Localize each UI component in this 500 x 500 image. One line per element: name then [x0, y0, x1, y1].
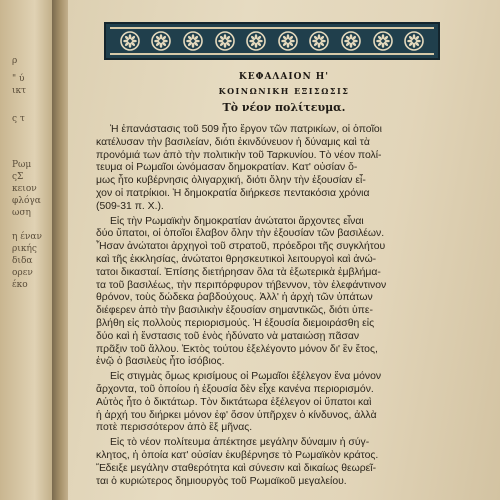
- rosette-ornament: [308, 30, 330, 52]
- left-page-fragment: κειον: [12, 184, 37, 194]
- text-line: (509-31 π. Χ.).: [96, 200, 164, 212]
- text-line: προνόμιά των ἀπὸ τὴν πολιτικὴν τοῦ Ταρκυνίου. Τὸ νέον πολί-: [96, 149, 382, 161]
- text-line: χον οἱ πατρίκιοι. Ἡ δημοκρατία διήρκεσε πεντακόσια χρόνια: [96, 187, 370, 199]
- left-page-fragment: ςΣ: [12, 172, 24, 182]
- left-page-fragment: Ρωμ: [12, 160, 32, 170]
- text-line: τα τοῦ βασιλέως, τὴν περιπόρφυρον τήβεννον, τὸν ἐλεφάντινον: [96, 279, 387, 291]
- book-page: [68, 0, 500, 500]
- left-page-fragment: ορεν: [12, 268, 33, 278]
- text-line: πρᾶξιν τοῦ ἄλλου. Ἐκτὸς τούτου ἐξελέγοντο μόνον δι' ἓν ἔτος,: [96, 343, 378, 355]
- left-page-fragment: η έναν: [12, 232, 42, 242]
- rosette-ornament: [150, 30, 172, 52]
- text-line: ἄρχοντα, τοῦ ὁποίου ἡ ἐξουσία δὲν εἶχε κανένα περιορισμόν.: [96, 383, 374, 395]
- rosette-ornament: [182, 30, 204, 52]
- left-page-fragment: ρ: [12, 56, 18, 66]
- border-line-top: [110, 27, 434, 29]
- text-line: τευμα οἱ Ρωμαῖοι ὠνόμασαν δημοκρατίαν. Κατ' οὐσίαν ὅ-: [96, 162, 358, 174]
- left-page-fragment: ρικής: [12, 244, 37, 254]
- text-line: κατέλυσαν τὴν βασιλείαν, διότι ἐκινδύνευον ἡ δύναμις καὶ τὰ: [96, 136, 370, 148]
- section-title: Τὸ νέον πολίτευμα.: [222, 101, 346, 114]
- rosette-ornament: [119, 30, 141, 52]
- text-line: διέφερεν ἀπὸ τὴν βασιλικὴν ἐξουσίαν σημαντικῶς, διότι ὑπε-: [96, 305, 373, 317]
- text-line: Αὐτὸς ἦτο ὁ δικτάτωρ. Τὸν δικτάτωρα ἐξέλεγον οἱ ὕπατοι καὶ: [96, 396, 372, 408]
- text-line: Εἰς στιγμὰς ὅμως κρισίμους οἱ Ρωμαῖοι ἐξέλεγον ἕνα μόνον: [110, 371, 382, 383]
- chapter-number: ΚΕΦΑΛΑΙΟΝ Η': [238, 72, 330, 82]
- left-page-fragment: ικτ: [12, 86, 27, 96]
- body-text: [96, 124, 456, 488]
- text-line: καὶ τῆς ἐκκλησίας, ἀνώτατοι θρησκευτικοὶ λειτουργοὶ καὶ ἀνώ-: [96, 253, 377, 265]
- rosette-ornament: [403, 30, 425, 52]
- text-line: δύο ὕπατοι, οἱ ὁποῖοι ἔλαβον ὅλην τὴν ἐξουσίαν τῶν βασιλέων.: [96, 228, 385, 240]
- text-line: ποτὲ περισσότερον ἀπὸ ἓξ μῆνας.: [96, 422, 253, 434]
- left-page-fragment: φλόγα: [12, 196, 41, 206]
- text-line: Ἡ ἐπανάστασις τοῦ 509 ἦτο ἔργον τῶν πατρικίων, οἱ ὁποῖοι: [110, 124, 382, 135]
- text-line: βλήθη εἰς πολλοὺς περιορισμούς. Ἡ ἐξουσία διεμοιράσθη εἰς: [96, 317, 375, 329]
- left-page-fragment: έκο: [12, 280, 28, 290]
- rosette-ornament: [245, 30, 267, 52]
- text-line: θρόνον, τοὺς δώδεκα ῥαβδούχους. Ἀλλ' ἡ ἀρχὴ τῶν ὑπάτων: [96, 292, 373, 304]
- chapter-title: ΚΟΙΝΩΝΙΚΗ ΕΞΙΣΩΣΙΣ: [218, 86, 350, 96]
- text-line: Ἦσαν ἀνώτατοι ἀρχηγοὶ τοῦ στρατοῦ, πρόεδροι τῆς συγκλήτου: [96, 241, 386, 253]
- text-line: τατοι δικασταί. Ἐπίσης διετήρησαν ὅλα τὰ ἐξωτερικὰ ἐμβλήμα-: [96, 266, 381, 278]
- ornamental-border: [104, 22, 440, 60]
- text-line: ἡ ἀρχή του διήρκει μόνον ἐφ' ὅσον ὑπῆρχεν ὁ κίνδυνος, ἀλλὰ: [96, 409, 377, 421]
- text-line: δύο καὶ ἡ ἔνστασις τοῦ ἑνὸς ἠδύνατο νὰ ματαιώσῃ πᾶσαν: [96, 330, 360, 342]
- text-line: κλητος, ἡ ὁποία κατ' οὐσίαν ἐκυβέρνησε τὸ Ρωμαϊκὸν κράτος.: [96, 449, 379, 461]
- left-page-fragment: " ύ: [12, 74, 25, 84]
- rosette-ornament: [277, 30, 299, 52]
- text-line: Εἰς τὸ νέον πολίτευμα ἀπέκτησε μεγάλην δύναμιν ἡ σύγ-: [110, 437, 370, 449]
- rosette-ornament: [340, 30, 362, 52]
- text-line: Ἔδειξε μεγάλην σταθερότητα καὶ σύνεσιν καὶ δικαίως θεωρεῖ-: [96, 462, 377, 474]
- text-line: ται ὁ κυριώτερος δημιουργὸς τοῦ Ρωμαϊκοῦ μεγαλείου.: [96, 475, 347, 487]
- rosette-ornament: [372, 30, 394, 52]
- rosette-ornament: [214, 30, 236, 52]
- left-page-edge: [0, 0, 58, 500]
- left-page-fragment: ς τ: [12, 114, 25, 124]
- text-line: ἐνῷ ὁ βασιλεὺς ἦτο ἰσόβιος.: [96, 356, 225, 368]
- text-line: μως ἦτο κυβέρνησις ὀλιγαρχική, διότι ὅλην τὴν ἐξουσίαν εἶ-: [96, 175, 366, 187]
- border-line-bottom: [110, 53, 434, 55]
- left-page-fragment: διδα: [12, 256, 33, 266]
- text-line: Εἰς τὴν Ρωμαϊκὴν δημοκρατίαν ἀνώτατοι ἄρχοντες εἶναι: [110, 215, 364, 227]
- left-page-fragment: ωση: [12, 208, 31, 218]
